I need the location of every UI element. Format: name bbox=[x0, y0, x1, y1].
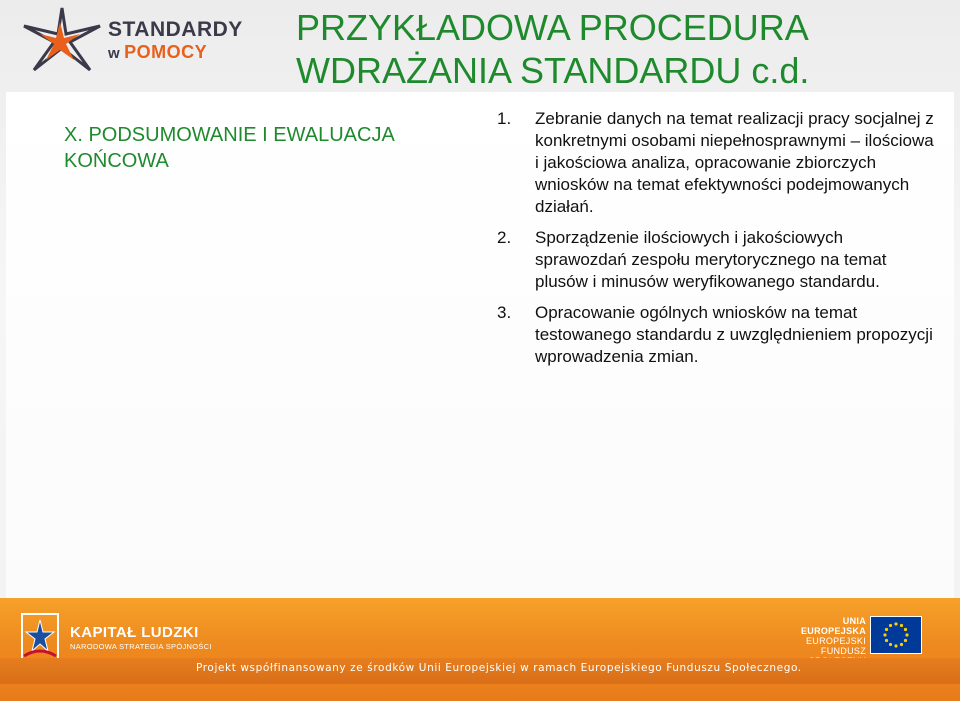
list-item-number: 2. bbox=[497, 228, 512, 247]
star-logo-icon bbox=[20, 4, 104, 74]
logo-line-2 bbox=[108, 42, 207, 63]
list-item-number: 1. bbox=[497, 109, 512, 128]
procedure-list bbox=[497, 108, 937, 377]
logo-line-1: STANDARDY bbox=[108, 18, 243, 41]
list-item bbox=[497, 227, 937, 293]
project-funding-note: Projekt współfinansowany ze środków Unii Europejskiej w ramach Europejskiego Funduszu Społecznego. bbox=[196, 662, 802, 674]
eu-line-1: UNIA EUROPEJSKA bbox=[800, 616, 866, 636]
logo-line-2-text: POMOCY bbox=[124, 42, 208, 62]
list-item-text: Sporządzenie ilościowych i jakościowych sprawozdań zespołu merytorycznego na temat plusów i minusów weryfikowanego standardu. bbox=[535, 228, 887, 291]
logo-line-2-prefix: w bbox=[108, 45, 121, 62]
list-item-text: Zebranie danych na temat realizacji pracy socjalnej z konkretnymi osobami niepełnosprawnymi – ilościowa i jakościowa analiza, opracowanie zbiorczych wniosków na temat efektywności podejmowanych działań. bbox=[535, 109, 934, 216]
list-item bbox=[497, 302, 937, 368]
kapital-ludzki-title: KAPITAŁ LUDZKI bbox=[70, 624, 199, 641]
section-heading: X. PODSUMOWANIE I EWALUACJA KOŃCOWA bbox=[64, 124, 394, 172]
list-item-text: Opracowanie ogólnych wniosków na temat testowanego standardu z uwzględnieniem propozycji wprowadzenia zmian. bbox=[535, 303, 933, 366]
kapital-ludzki-subtitle: NARODOWA STRATEGIA SPÓJNOŚCI bbox=[70, 642, 212, 651]
eu-line-3: FUNDUSZ bbox=[820, 646, 866, 656]
eu-flag-icon bbox=[870, 616, 922, 654]
list-item bbox=[497, 108, 937, 218]
slide-title: PRZYKŁADOWA PROCEDURA WDRAŻANIA STANDARDU c.d. bbox=[296, 7, 810, 91]
footer-bar bbox=[0, 598, 960, 701]
eu-line-2: EUROPEJSKI bbox=[805, 636, 866, 646]
list-item-number: 3. bbox=[497, 303, 512, 322]
standardy-w-pomocy-logo bbox=[20, 4, 243, 74]
